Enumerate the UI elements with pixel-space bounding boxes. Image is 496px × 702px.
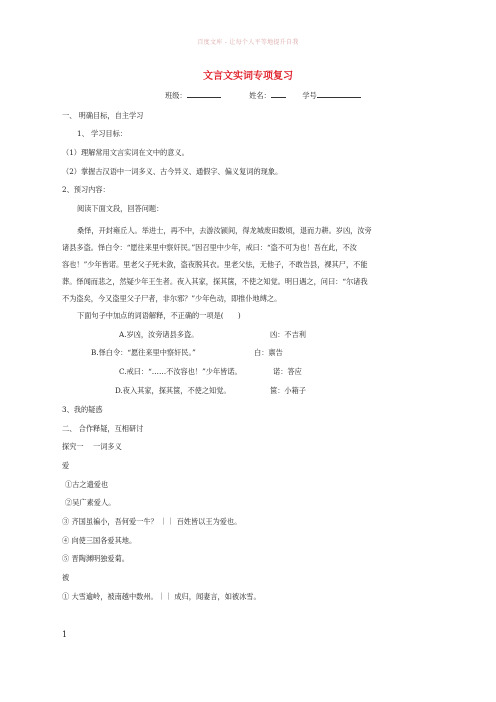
subsection-goals: 1、 学习目标： — [77, 129, 127, 138]
name-blank[interactable] — [271, 89, 286, 98]
ai-example: ③ 齐国虽褊小，吾何爱一牛？ ｜｜ 百姓皆以王为爱也。 — [62, 517, 242, 526]
option-d-gloss: 箧：小箱子 — [270, 386, 306, 395]
ai-example: ①古之遗爱也 — [65, 480, 109, 489]
class-blank[interactable] — [187, 89, 221, 98]
section-1-heading: 一、 明确目标，自主学习 — [62, 111, 144, 120]
option-c[interactable]: C.戒曰：“……不汝容也！”少年皆诺。 — [119, 367, 242, 376]
option-c-gloss: 诺：答应 — [273, 367, 302, 376]
student-info-row — [165, 89, 361, 101]
option-a-gloss: 凶：不吉利 — [270, 330, 306, 339]
goal-2: （2）掌握古汉语中一词多义、古今异义、通假字、偏义复词的现象。 — [62, 167, 283, 176]
section-2-heading: 二、 合作释疑，互相研讨 — [62, 424, 144, 433]
document-title: 文言文实词专项复习 — [203, 71, 293, 82]
word-bei: 被 — [62, 573, 70, 582]
class-label: 班级： — [165, 91, 187, 100]
passage-line: 诸县多盗。怿白令：“愿往来里中察奸民。”因召里中少年，戒曰：“盗不可为也！吾在此，不汝 — [62, 243, 357, 252]
goal-1: （1）理解常用文言实词在文中的意义。 — [62, 148, 189, 157]
passage — [62, 222, 440, 307]
name-label: 姓名： — [249, 91, 271, 100]
page-header: 百度文库 - 让每个人平等地提升自我 — [197, 39, 299, 46]
word-ai: 爱 — [62, 461, 70, 470]
passage-line: 容也！”少年皆诺。里老父子死未敛，盗夜脱其衣。里老父怯，无他子，不敢告县，裸其尸，不能 — [62, 260, 368, 269]
option-b-gloss: 白：禀告 — [254, 348, 283, 357]
subsection-doubts: 3、我的疑惑 — [62, 405, 103, 414]
read-prompt: 阅读下面文段，回答问题： — [77, 204, 164, 213]
question-text: 下面句子中加点的词语解释，不正确的一项是( ) — [77, 311, 241, 320]
ai-example: ⑤ 晋陶渊明独爱菊。 — [62, 554, 129, 563]
passage-line: 葬。怿闻而悲之，然疑少年王生者。夜入其家，探其箧，不使之知觉。明日遇之，问曰：“尔诸我 — [62, 277, 368, 286]
ai-example: ④ 向使三国各爱其地。 — [62, 536, 137, 545]
subsection-preview: 2、预习内容： — [62, 185, 110, 194]
option-d[interactable]: D.夜入其家，探其箧，不使之知觉。 — [115, 386, 231, 395]
explore-1-heading: 探究一 一词多义 — [62, 442, 122, 451]
passage-line: 不为盗矣，今又盗里父子尸者，非尔邪？”少年色动，即推仆地缚之。 — [62, 294, 282, 303]
option-a[interactable]: A.岁凶，汝旁诸县多盗。 — [119, 330, 199, 339]
bei-example: ① 大雪逾岭，被南越中数州。｜｜ 成归，闻妻言，如被冰雪。 — [62, 592, 261, 601]
page-number: 1 — [62, 630, 68, 639]
passage-line: 桑怿，开封雍丘人。举进士，再不中，去游汝颍间，得龙城废田数顷，退而力耕。岁凶，汝旁 — [77, 226, 372, 235]
option-b[interactable]: B.怿白令：“愿往来里中察奸民。” — [91, 348, 196, 357]
id-blank[interactable] — [317, 89, 361, 98]
ai-example: ②吴广素爱人。 — [65, 498, 116, 507]
id-label: 学号 — [302, 91, 317, 100]
